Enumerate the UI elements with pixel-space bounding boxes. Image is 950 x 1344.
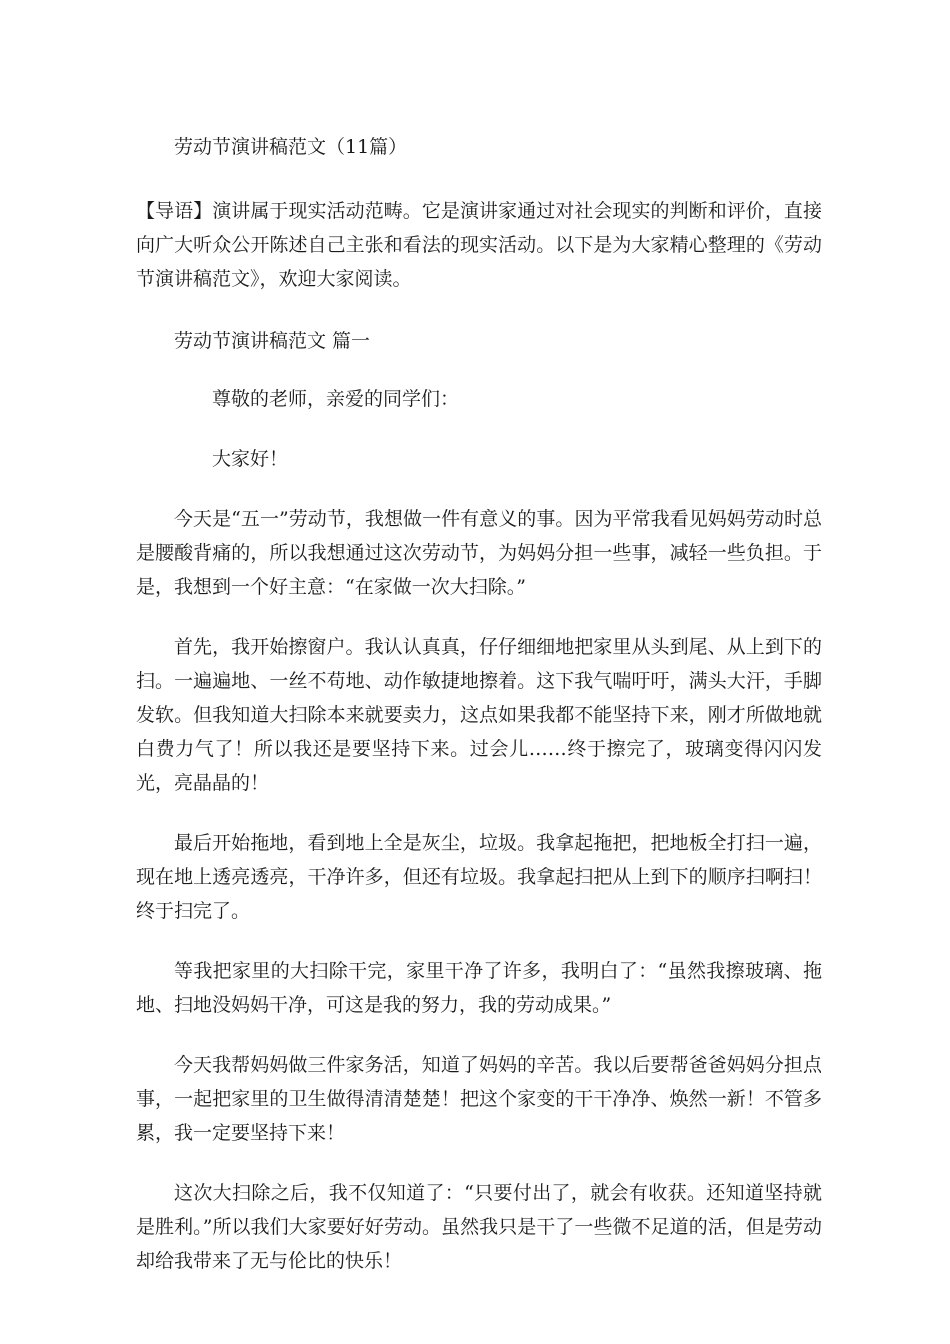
document-body: [136, 132, 822, 1304]
body-paragraph-3: 最后开始拖地，看到地上全是灰尘，垃圾。我拿起拖把，把地板全打扫一遍，现在地上透亮透亮，干净许多，但还有垃圾。我拿起扫把从上到下的顺序扫啊扫！终于扫完了。: [136, 832, 822, 922]
body-paragraph-5: 今天我帮妈妈做三件家务活，知道了妈妈的辛苦。我以后要帮爸爸妈妈分担点事，一起把家里的卫生做得清清楚楚！把这个家变的干干净净、焕然一新！不管多累，我一定要坚持下来！: [136, 1054, 822, 1144]
salutation: 尊敬的老师，亲爱的同学们：: [212, 388, 460, 410]
greeting: 大家好！: [212, 448, 289, 470]
body-paragraph-1: 今天是“五一”劳动节，我想做一件有意义的事。因为平常我看见妈妈劳动时总是腰酸背痛的，所以我想通过这次劳动节，为妈妈分担一些事，减轻一些负担。于是，我想到一个好主意：“在家做一次大扫除。”: [136, 508, 822, 598]
body-paragraph-6: 这次大扫除之后，我不仅知道了：“只要付出了，就会有收获。还知道坚持就是胜利。”所以我们大家要好好劳动。虽然我只是干了一些微不足道的活，但是劳动却给我带来了无与伦比的快乐！: [136, 1182, 822, 1272]
document-title: 劳动节演讲稿范文（11篇）: [174, 136, 408, 158]
lead-label: 导语: [155, 200, 194, 222]
lead-text: 演讲属于现实活动范畴。它是演讲家通过对社会现实的判断和评价，直接向广大听众公开陈述自己主张和看法的现实活动。以下是为大家精心整理的《劳动节演讲稿范文》，欢迎大家阅读。: [136, 200, 822, 290]
section-heading: 劳动节演讲稿范文 篇一: [174, 330, 371, 352]
body-paragraph-2: 首先，我开始擦窗户。我认认真真，仔仔细细地把家里从头到尾、从上到下的扫。一遍遍地、一丝不苟地、动作敏捷地擦着。这下我气喘吁吁，满头大汗，手脚发软。但我知道大扫除本来就要卖力，这点如果我都不能坚持下来，刚才所做地就白费力气了！所以我还是要坚持下来。过会儿……终于擦完了，玻璃变得闪闪发光，亮晶晶的！: [136, 636, 822, 794]
body-paragraph-4: 等我把家里的大扫除干完，家里干净了许多，我明白了：“虽然我擦玻璃、拖地、扫地没妈妈干净，可这是我的努力，我的劳动成果。”: [136, 960, 822, 1016]
lead-label-close: 】: [193, 200, 213, 222]
lead-paragraph: [136, 194, 822, 296]
lead-label-open: 【: [136, 200, 156, 222]
